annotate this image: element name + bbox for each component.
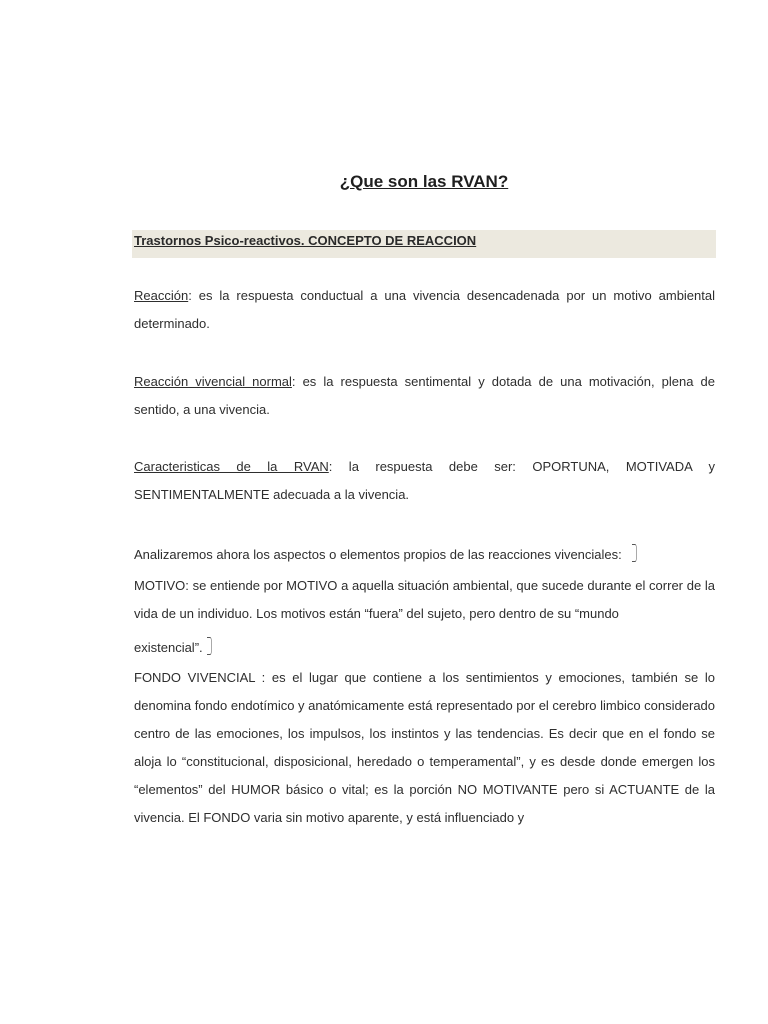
paragraph-reaccion-vivencial-normal [134, 368, 715, 424]
paragraph-motivo [134, 572, 715, 628]
term-reaccion-vivencial-normal: Reacción vivencial normal [134, 374, 292, 389]
definition-reaccion: : es la respuesta conductual a una vivencia desencadenada por un motivo ambiental determinado. [134, 288, 715, 331]
paragraph-fondo-vivencial [134, 664, 715, 832]
paragraph-motivo-end [134, 634, 715, 662]
analizaremos-text: Analizaremos ahora los aspectos o elementos propios de las reacciones vivenciales: [134, 547, 622, 562]
fondo-vivencial-text: FONDO VIVENCIAL : es el lugar que contiene a los sentimientos y emociones, también se lo denomina fondo endotímico y anatómicamente está representado por el cerebro limbico considerado centro de las emociones, los impulsos, los instintos y las tendencias. Es decir que en el fondo se aloja lo “constitucional, disposicional, heredado o temperamental”, y es desde donde emergen los “elementos” del HUMOR básico o vital; es la porción NO MOTIVANTE pero si ACTUANTE de la vivencia. El FONDO varia sin motivo aparente, y está influenciado y [134, 670, 716, 825]
motivo-end-text: existencial”. [134, 640, 203, 655]
section-heading: Trastornos Psico-reactivos. CONCEPTO DE REACCION [134, 233, 477, 248]
term-reaccion: Reacción [134, 288, 189, 303]
definition-reaccion-vivencial-normal: : es la respuesta sentimental y dotada de una motivación, plena de sentido, a una vivencia. [134, 374, 715, 417]
paragraph-reaccion [134, 282, 715, 338]
paragraph-caracteristicas [134, 453, 715, 509]
paragraph-analizaremos [134, 541, 715, 569]
term-caracteristicas: Caracteristicas de la RVAN [134, 459, 329, 474]
definition-caracteristicas: : la respuesta debe ser: OPORTUNA, MOTIVADA y SENTIMENTALMENTE adecuada a la vivencia. [134, 459, 715, 502]
document-title: ¿Que son las RVAN? [339, 172, 509, 191]
motivo-text: MOTIVO: se entiende por MOTIVO a aquella situación ambiental, que sucede durante el correr de la vida de un individuo. Los motivos están “fuera” del sujeto, pero dentro de su “mundo [134, 578, 715, 621]
bracket-mark [632, 544, 637, 562]
section-heading-bar [132, 230, 716, 258]
bracket-mark [207, 637, 212, 655]
